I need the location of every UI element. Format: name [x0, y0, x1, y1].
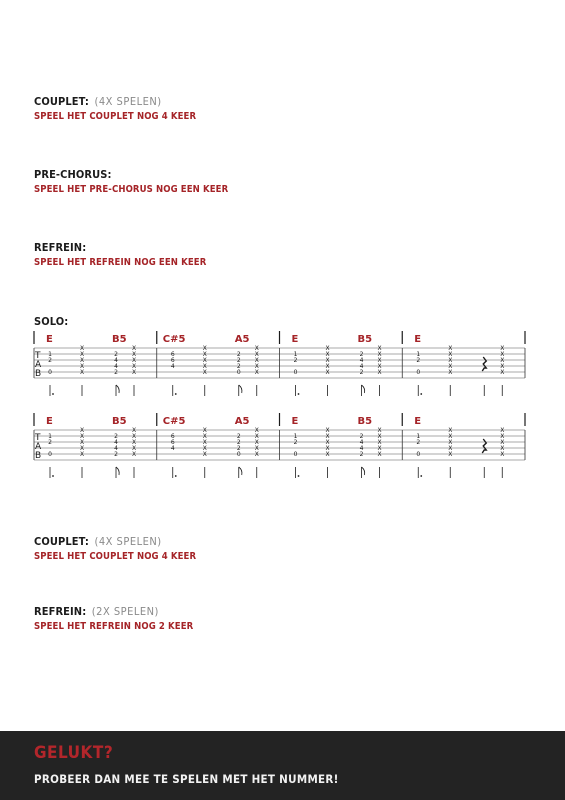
- fret-number: 4: [359, 357, 364, 364]
- fret-number: 2: [114, 351, 118, 358]
- dotted-rhythm: [298, 475, 300, 477]
- section-heading: [34, 605, 193, 618]
- fret-number: X: [131, 439, 137, 446]
- fret-number: X: [131, 433, 137, 440]
- fret-number: X: [79, 351, 85, 358]
- fret-number: X: [202, 427, 207, 434]
- fret-number: 2: [236, 363, 241, 370]
- fret-number: 1: [48, 433, 52, 440]
- fret-number: 4: [114, 439, 118, 446]
- fret-number: 0: [48, 451, 52, 458]
- fret-number: 2: [114, 369, 118, 376]
- fret-number: X: [448, 363, 453, 370]
- fret-number: X: [500, 369, 505, 376]
- fret-number: X: [448, 451, 453, 458]
- fret-number: X: [131, 451, 137, 458]
- section-instruction: SPEEL HET COUPLET NOG 4 KEER: [34, 551, 197, 562]
- fret-number: X: [79, 427, 85, 434]
- fret-number: X: [131, 357, 137, 364]
- chord-name: E: [291, 416, 299, 427]
- footer-subtitle: PROBEER DAN MEE TE SPELEN MET HET NUMMER!: [34, 772, 339, 786]
- chord-name: A5: [234, 334, 250, 345]
- fret-number: 2: [236, 439, 241, 446]
- fret-number: X: [377, 427, 382, 434]
- fret-number: 2: [114, 433, 118, 440]
- fret-number: X: [79, 451, 85, 458]
- fret-number: X: [448, 345, 453, 352]
- section-instruction: SPEEL HET REFREIN NOG 2 KEER: [34, 621, 194, 632]
- chord-name: C#5: [162, 416, 186, 427]
- fret-number: 2: [293, 439, 298, 446]
- chord-name: B5: [112, 334, 127, 345]
- fret-number: X: [377, 351, 382, 358]
- fret-number: 2: [236, 351, 241, 358]
- section-couplet-1: [34, 95, 196, 123]
- tab-clef-letter: B: [35, 369, 42, 379]
- dotted-rhythm: [175, 475, 177, 477]
- fret-number: 0: [293, 369, 298, 376]
- chord-name: E: [291, 334, 299, 345]
- fret-number: X: [325, 451, 330, 458]
- fret-number: X: [500, 433, 505, 440]
- chord-name: E: [46, 416, 53, 427]
- fret-number: X: [131, 369, 137, 376]
- fret-number: 2: [359, 369, 364, 376]
- fret-number: 0: [236, 451, 241, 458]
- fret-number: X: [254, 363, 259, 370]
- fret-number: X: [500, 445, 505, 452]
- fret-number: X: [202, 369, 207, 376]
- section-instruction: SPEEL HET COUPLET NOG 4 KEER: [34, 111, 197, 122]
- repeat-note: (4X SPELEN): [94, 535, 162, 548]
- section-refrein-1: [34, 241, 206, 269]
- fret-number: 1: [293, 351, 298, 358]
- fret-number: X: [131, 363, 137, 370]
- section-heading: [34, 241, 206, 254]
- fret-number: X: [79, 345, 85, 352]
- fret-number: X: [500, 439, 505, 446]
- fret-number: X: [79, 369, 85, 376]
- fret-number: 4: [114, 357, 118, 364]
- fret-number: X: [254, 427, 259, 434]
- fret-number: X: [202, 433, 207, 440]
- fret-number: 2: [416, 439, 421, 446]
- eighth-flag: [239, 467, 242, 475]
- fret-number: X: [254, 445, 259, 452]
- chord-name: E: [414, 334, 422, 345]
- fret-number: X: [254, 351, 259, 358]
- fret-number: X: [448, 351, 453, 358]
- fret-number: X: [500, 357, 505, 364]
- dotted-rhythm: [298, 393, 300, 395]
- fret-number: 2: [236, 357, 241, 364]
- fret-number: 2: [48, 357, 52, 364]
- fret-number: X: [325, 445, 330, 452]
- fret-number: X: [500, 351, 505, 358]
- fret-number: 2: [293, 357, 298, 364]
- rest-symbol: [482, 357, 486, 371]
- fret-number: X: [254, 451, 259, 458]
- fret-number: X: [448, 369, 453, 376]
- chord-name: E: [414, 416, 422, 427]
- fret-number: X: [79, 357, 85, 364]
- fret-number: X: [131, 427, 137, 434]
- fret-number: 4: [114, 445, 118, 452]
- section-title: COUPLET:: [34, 95, 89, 108]
- dotted-rhythm: [52, 393, 54, 395]
- fret-number: 1: [293, 433, 298, 440]
- section-refrein-2: [34, 605, 193, 633]
- fret-number: 4: [359, 439, 364, 446]
- chord-name: A5: [234, 416, 250, 427]
- dotted-rhythm: [420, 475, 422, 477]
- fret-number: X: [377, 369, 382, 376]
- repeat-note: (4X SPELEN): [94, 95, 162, 108]
- fret-number: X: [254, 439, 259, 446]
- fret-number: 6: [170, 351, 175, 358]
- tab-clef-letter: A: [35, 442, 42, 452]
- fret-number: 4: [359, 445, 364, 452]
- fret-number: 4: [170, 445, 175, 452]
- tab-clef-letter: T: [35, 351, 41, 361]
- fret-number: X: [377, 357, 382, 364]
- fret-number: X: [500, 427, 505, 434]
- fret-number: X: [500, 345, 505, 352]
- tab-clef-letter: A: [35, 360, 42, 370]
- fret-number: 0: [48, 369, 52, 376]
- fret-number: 2: [359, 433, 364, 440]
- dotted-rhythm: [175, 393, 177, 395]
- fret-number: X: [131, 351, 137, 358]
- fret-number: 1: [48, 351, 52, 358]
- dotted-rhythm: [420, 393, 422, 395]
- fret-number: X: [79, 439, 85, 446]
- fret-number: X: [448, 433, 453, 440]
- fret-number: 0: [293, 451, 298, 458]
- section-instruction: SPEEL HET PRE-CHORUS NOG EEN KEER: [34, 184, 229, 195]
- fret-number: X: [325, 357, 330, 364]
- fret-number: 2: [236, 433, 241, 440]
- section-pre-chorus: [34, 168, 228, 196]
- fret-number: X: [325, 427, 330, 434]
- fret-number: X: [377, 433, 382, 440]
- chord-name: C#5: [162, 334, 186, 345]
- fret-number: X: [202, 351, 207, 358]
- fret-number: 4: [359, 363, 364, 370]
- eighth-flag: [116, 385, 119, 393]
- fret-number: X: [131, 445, 137, 452]
- section-title: REFREIN:: [34, 241, 87, 254]
- fret-number: 2: [114, 451, 118, 458]
- fret-number: 4: [170, 363, 175, 370]
- fret-number: 0: [416, 369, 421, 376]
- rest-symbol: [482, 439, 486, 453]
- fret-number: 0: [236, 369, 241, 376]
- section-heading: [34, 95, 196, 108]
- fret-number: 2: [359, 351, 364, 358]
- fret-number: X: [448, 445, 453, 452]
- fret-number: X: [377, 363, 382, 370]
- fret-number: X: [325, 363, 330, 370]
- eighth-flag: [362, 467, 365, 475]
- fret-number: X: [377, 451, 382, 458]
- fret-number: X: [202, 445, 207, 452]
- fret-number: X: [79, 363, 85, 370]
- section-heading: [34, 168, 228, 181]
- fret-number: X: [131, 345, 137, 352]
- fret-number: X: [448, 439, 453, 446]
- chord-name: B5: [112, 416, 127, 427]
- fret-number: X: [325, 351, 330, 358]
- fret-number: X: [202, 345, 207, 352]
- section-title: SOLO:: [34, 315, 69, 328]
- section-title: COUPLET:: [34, 535, 89, 548]
- tab-clef-letter: T: [35, 433, 41, 443]
- fret-number: X: [254, 369, 259, 376]
- solo-tablature: [0, 330, 565, 490]
- section-title: PRE-CHORUS:: [34, 168, 112, 181]
- fret-number: 2: [48, 439, 52, 446]
- fret-number: 6: [170, 357, 175, 364]
- fret-number: X: [500, 363, 505, 370]
- fret-number: 2: [236, 445, 241, 452]
- fret-number: 1: [416, 351, 421, 358]
- fret-number: X: [202, 439, 207, 446]
- fret-number: X: [79, 433, 85, 440]
- eighth-flag: [239, 385, 242, 393]
- section-heading: [34, 535, 196, 548]
- fret-number: X: [202, 363, 207, 370]
- fret-number: X: [325, 433, 330, 440]
- section-title: REFREIN:: [34, 605, 87, 618]
- fret-number: X: [79, 445, 85, 452]
- footer-title: GELUKT?: [34, 743, 114, 763]
- fret-number: 2: [416, 357, 421, 364]
- fret-number: 4: [114, 363, 118, 370]
- fret-number: X: [325, 345, 330, 352]
- fret-number: X: [254, 433, 259, 440]
- section-instruction: SPEEL HET REFREIN NOG EEN KEER: [34, 257, 207, 268]
- fret-number: 6: [170, 433, 175, 440]
- fret-number: X: [202, 357, 207, 364]
- eighth-flag: [362, 385, 365, 393]
- dotted-rhythm: [52, 475, 54, 477]
- fret-number: 0: [416, 451, 421, 458]
- fret-number: X: [254, 357, 259, 364]
- section-solo: [34, 315, 68, 328]
- chord-name: B5: [357, 334, 373, 345]
- fret-number: X: [254, 345, 259, 352]
- section-couplet-2: [34, 535, 196, 563]
- fret-number: X: [377, 445, 382, 452]
- fret-number: X: [448, 427, 453, 434]
- fret-number: 1: [416, 433, 421, 440]
- fret-number: 2: [359, 451, 364, 458]
- footer-banner: [0, 731, 565, 800]
- fret-number: 6: [170, 439, 175, 446]
- fret-number: X: [325, 439, 330, 446]
- chord-name: B5: [357, 416, 373, 427]
- fret-number: X: [325, 369, 330, 376]
- tab-clef-letter: B: [35, 451, 42, 461]
- eighth-flag: [116, 467, 119, 475]
- chord-name: E: [46, 334, 53, 345]
- fret-number: X: [377, 345, 382, 352]
- fret-number: X: [500, 451, 505, 458]
- repeat-note: (2X SPELEN): [91, 605, 159, 618]
- fret-number: X: [202, 451, 207, 458]
- fret-number: X: [377, 439, 382, 446]
- fret-number: X: [448, 357, 453, 364]
